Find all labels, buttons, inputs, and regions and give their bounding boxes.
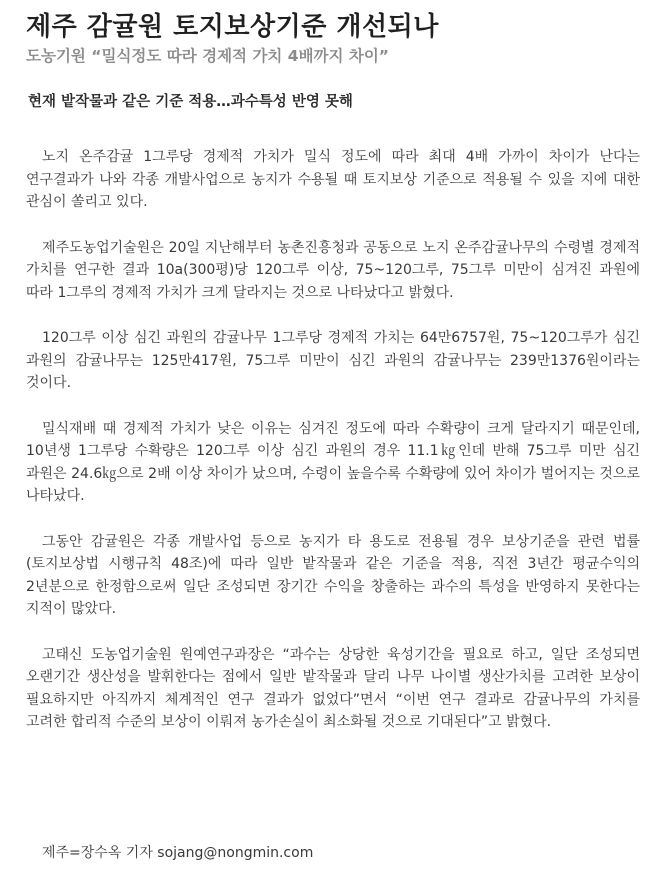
article-lede: 현재 밭작물과 같은 기준 적용…과수특성 반영 못해 <box>28 94 353 110</box>
article-paragraph: 고태신 도농업기술원 원예연구과장은 “과수는 상당한 육성기간을 필요로 하고, 일단 조성되면 오랜기간 생산성을 발휘한다는 점에서 일반 밭작물과 달리 나무 나이별 생산가치를 고려한 보상이 필요하지만 아직까지 체계적인 연구 결과가 없었다”면서 “이번 연구 결과로 감귤나무의 가치를 고려한 합리적 수준의 보상이 이뤄져 농가손실이 최소화될 것으로 기대된다”고 밝혔다. <box>26 646 640 730</box>
article-paragraph: 노지 온주감귤 1그루당 경제적 가치가 밀식 정도에 따라 최대 4배 가까이 차이가 난다는 연구결과가 나와 각종 개발사업으로 농지가 수용될 때 토지보상 기준으로 적용될 수 있을 지에 대한 관심이 쏠리고 있다. <box>26 149 640 210</box>
article-paragraph: 그동안 감귤원은 각종 개발사업 등으로 농지가 타 용도로 전용될 경우 보상기준을 관련 법률(토지보상법 시행규칙 48조)에 따라 일반 밭작물과 같은 기준을 적용, 직전 3년간 평균수익의 2년분으로 한정함으로써 일단 조성되면 장기간 수익을 창출하는 과수의 특성을 반영하지 못한다는 지적이 많았다. <box>26 533 640 617</box>
article-body <box>26 146 640 757</box>
article-paragraph: 밀식재배 때 경제적 가치가 낮은 이유는 심겨진 정도에 따라 수확량이 크게 달라지기 때문인데, 10년생 1그루당 수확량은 120그루 이상 심긴 과원의 경우 11.1㎏인데 반해 75그루 미만 심긴 과원은 24.6㎏으로 2배 이상 차이가 났으며, 수령이 높을수록 수확량에 있어 차이가 벌어지는 것으로 나타났다. <box>26 420 640 504</box>
article-byline: 제주=장수옥 기자 sojang@nongmin.com <box>42 845 314 861</box>
article-paragraph: 120그루 이상 심긴 과원의 감귤나무 1그루당 경제적 가치는 64만6757원, 75~120그루가 심긴 과원의 감귤나무는 125만417원, 75그루 미만이 심긴 과원의 감귤나무는 239만1376원이라는 것이다. <box>26 330 640 391</box>
article-paragraph: 제주도농업기술원은 20일 지난해부터 농촌진흥청과 공동으로 노지 온주감귤나무의 수령별 경제적 가치를 연구한 결과 10a(300평)당 120그루 이상, 75~120그루, 75그루 미만이 심겨진 과원에 따라 1그루의 경제적 가치가 크게 달라지는 것으로 나타났다고 밝혔다. <box>26 239 640 301</box>
article-headline: 제주 감귤원 토지보상기준 개선되나 <box>26 12 439 42</box>
article-subhead: 도농기원 “밀식정도 따라 경제적 가치 4배까지 차이” <box>26 47 389 65</box>
